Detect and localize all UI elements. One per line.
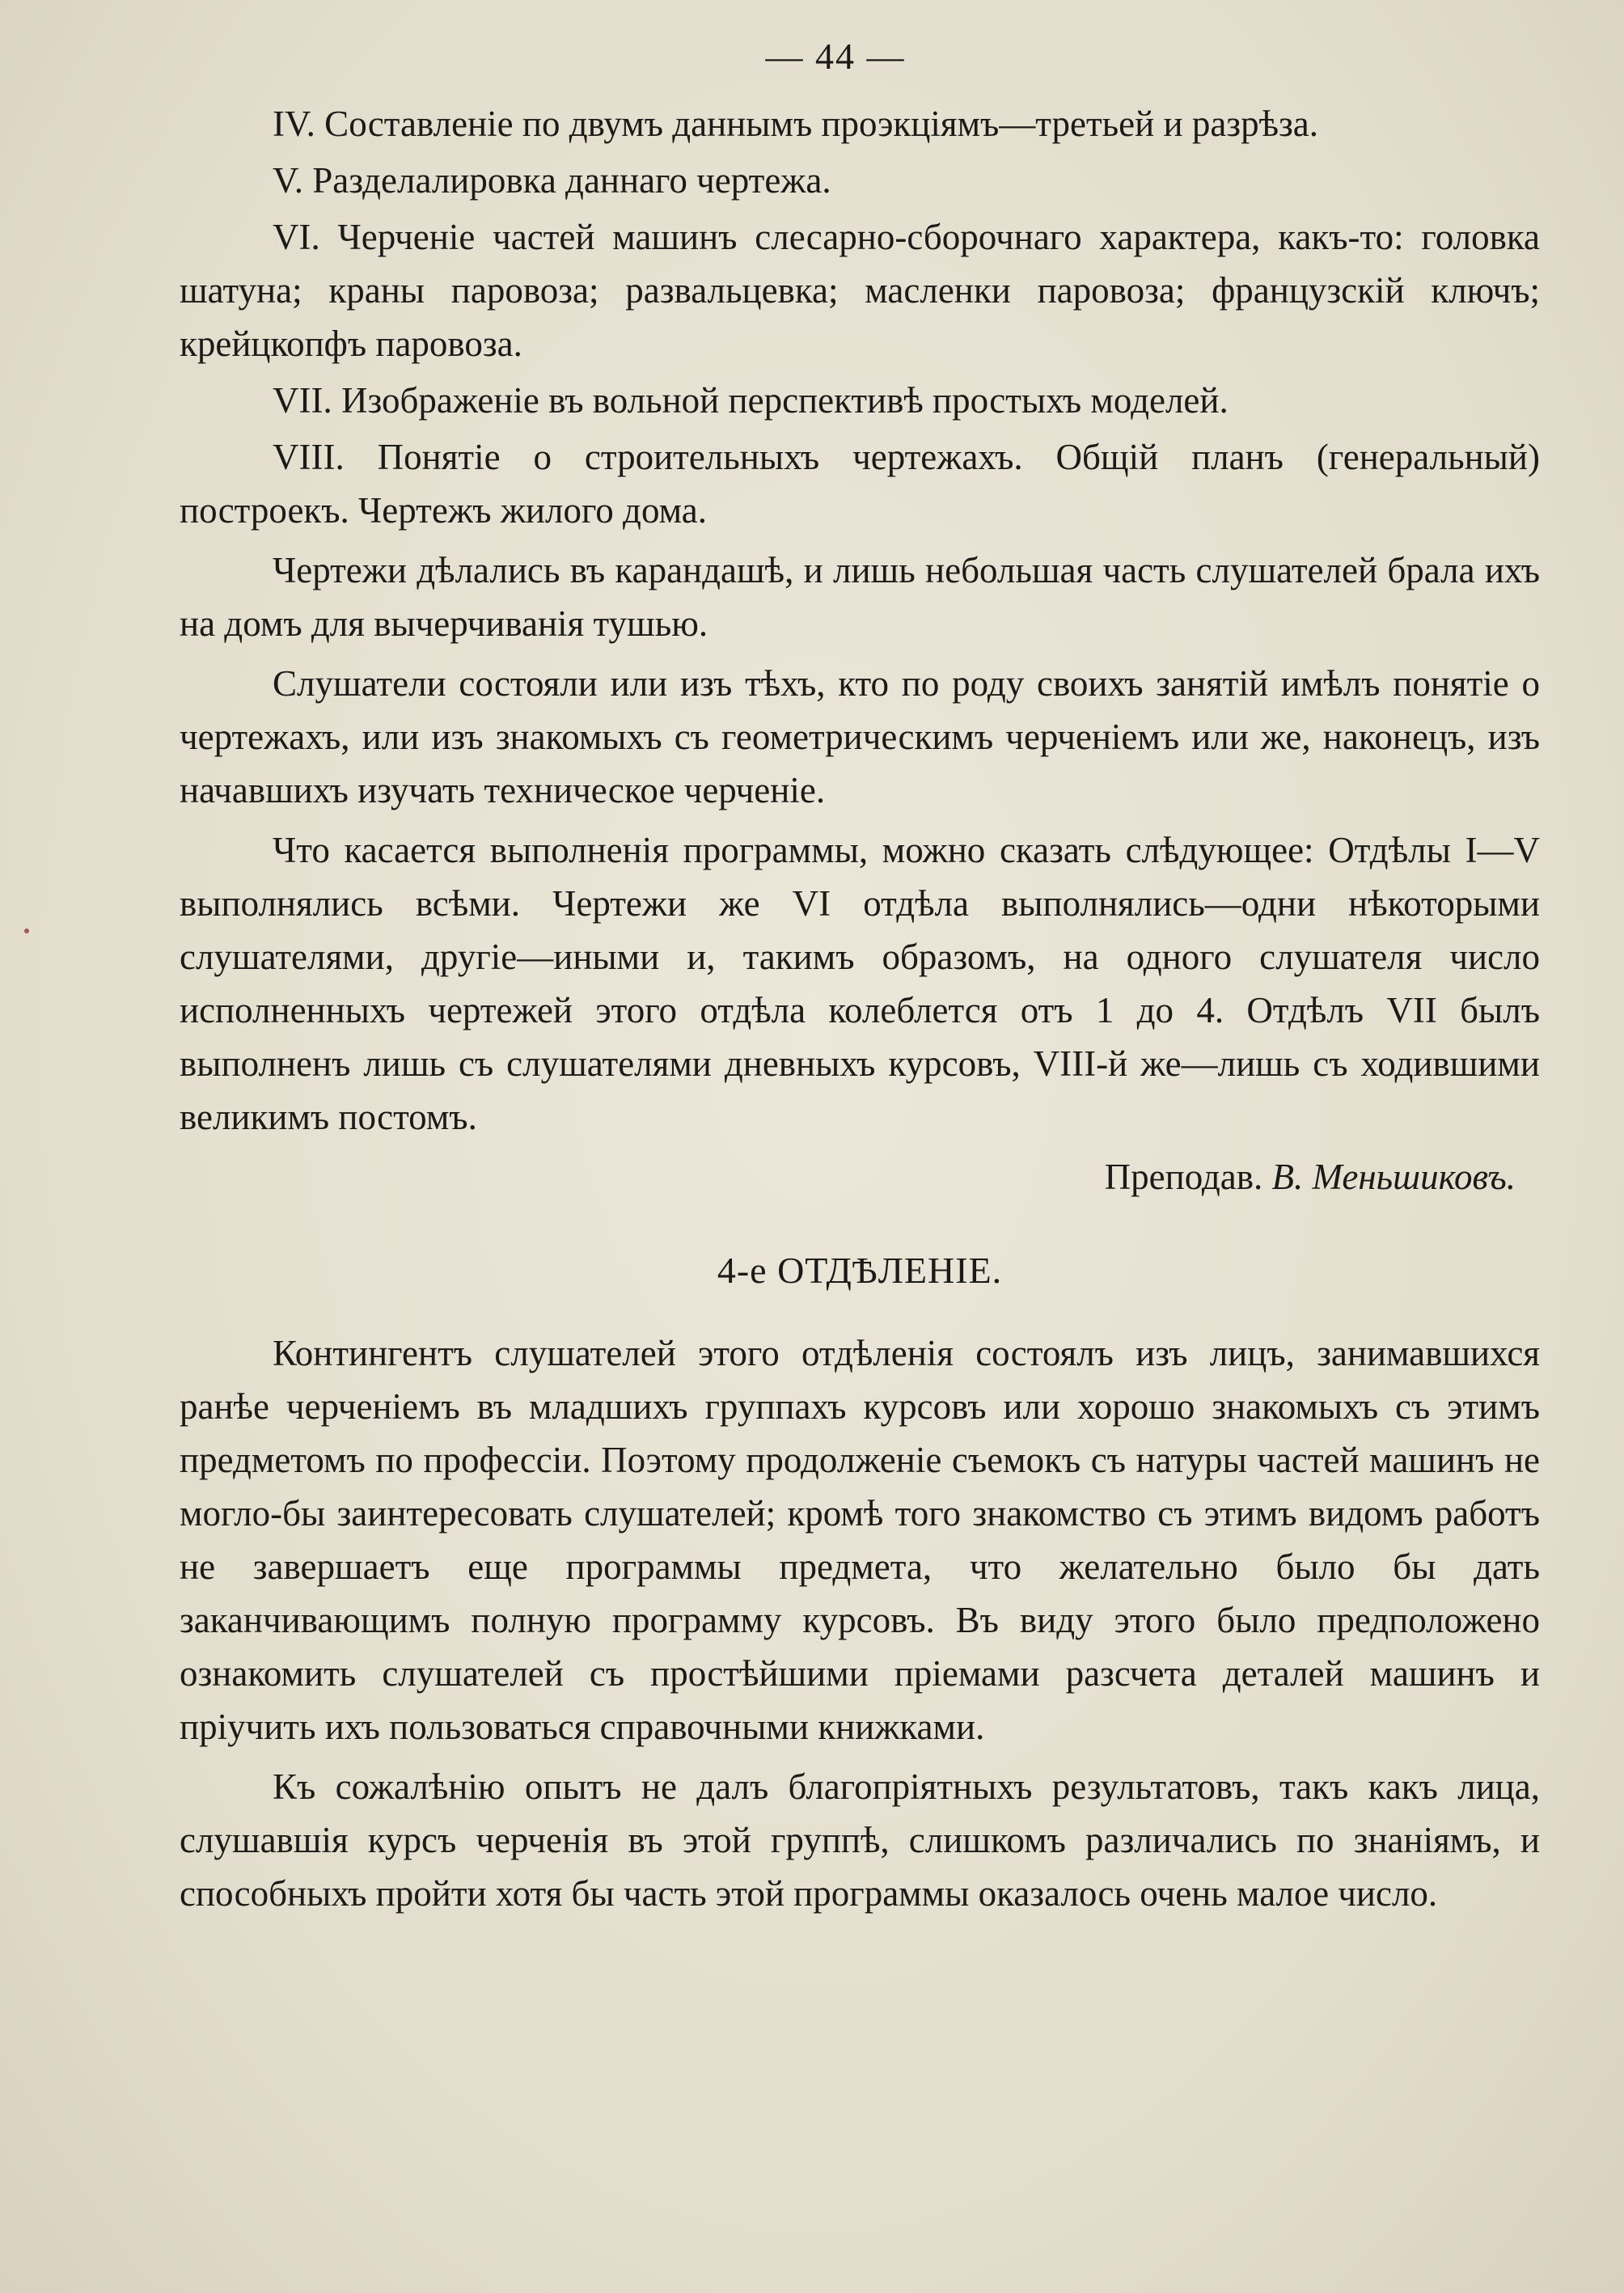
page-number: — 44 —: [765, 36, 906, 77]
paragraph-program: Что касается выполненія программы, можно сказать слѣдующее: Отдѣлы I—V выполнялись всѣми. Чертежи же VI отдѣла выполнялись—одни нѣкоторыми слушателями, другіе—иными и, такимъ образомъ, на одного слушателя число исполненныхъ чертежей этого отдѣла колеблется отъ 1 до 4. Отдѣлъ VII былъ выполненъ лишь съ слушателями дневныхъ курсовъ, VIII-й же—лишь съ ходившими великимъ постомъ.: [180, 830, 1540, 1137]
page-content: [180, 32, 1540, 1927]
signature-prefix: Преподав.: [1104, 1157, 1263, 1197]
paragraph-regret: Къ сожалѣнію опытъ не далъ благопріятныхъ результатовъ, такъ какъ лица, слушавшія курсъ черченія въ этой группѣ, слишкомъ различались по знаніямъ, и способныхъ пройти хотя бы часть этой программы оказалось очень малое число.: [180, 1766, 1540, 1914]
signature: [180, 1150, 1516, 1204]
list-item-vii: VII. Изображеніе въ вольной перспективѣ простыхъ моделей.: [273, 380, 1229, 421]
signature-name: В. Меньшиковъ.: [1271, 1157, 1516, 1197]
paragraph-listeners: Слушатели состояли или изъ тѣхъ, кто по роду своихъ занятій имѣлъ понятіе о чертежахъ, или изъ знакомыхъ съ геометрическимъ черченіемъ или же, наконецъ, изъ начавшихъ изучать техническое черченіе.: [180, 663, 1540, 810]
section-title: 4-е ОТДѢЛЕНІЕ.: [717, 1250, 1003, 1291]
list-item-iv: IV. Составленіе по двумъ даннымъ проэкціямъ—третьей и разрѣза.: [273, 104, 1319, 144]
paragraph-drawings: Чертежи дѣлались въ карандашѣ, и лишь небольшая часть слушателей брала ихъ на домъ для вычерчиванія тушью.: [180, 550, 1540, 644]
paragraph-contingent: Контингентъ слушателей этого отдѣленія состоялъ изъ лицъ, занимавшихся ранѣе черченіемъ въ младшихъ группахъ курсовъ или хорошо знакомыхъ съ этимъ предметомъ по профессіи. Поэтому продолженіе съемокъ съ натуры частей машинъ не могло-бы заинтересовать слушателей; кромѣ того знакомство съ этимъ видомъ работъ не завершаетъ еще программы предмета, что желательно было бы дать заканчивающимъ полную программу курсовъ. Въ виду этого было предположено ознакомить слушателей съ простѣйшими пріемами разсчета деталей машинъ и пріучить ихъ пользоваться справочными книжками.: [180, 1333, 1540, 1747]
list-item-vi: VI. Черченіе частей машинъ слесарно-сборочнаго характера, какъ-то: головка шатуна; краны паровоза; развальцевка; масленки паровоза; французскій ключъ; крейцкопфъ паровоза.: [180, 217, 1540, 364]
ink-speck: [24, 929, 29, 933]
list-item-viii: VIII. Понятіе о строительныхъ чертежахъ. Общій планъ (генеральный) построекъ. Чертежъ жилого дома.: [180, 437, 1540, 531]
list-item-v: V. Разделалировка даннаго чертежа.: [273, 160, 831, 201]
